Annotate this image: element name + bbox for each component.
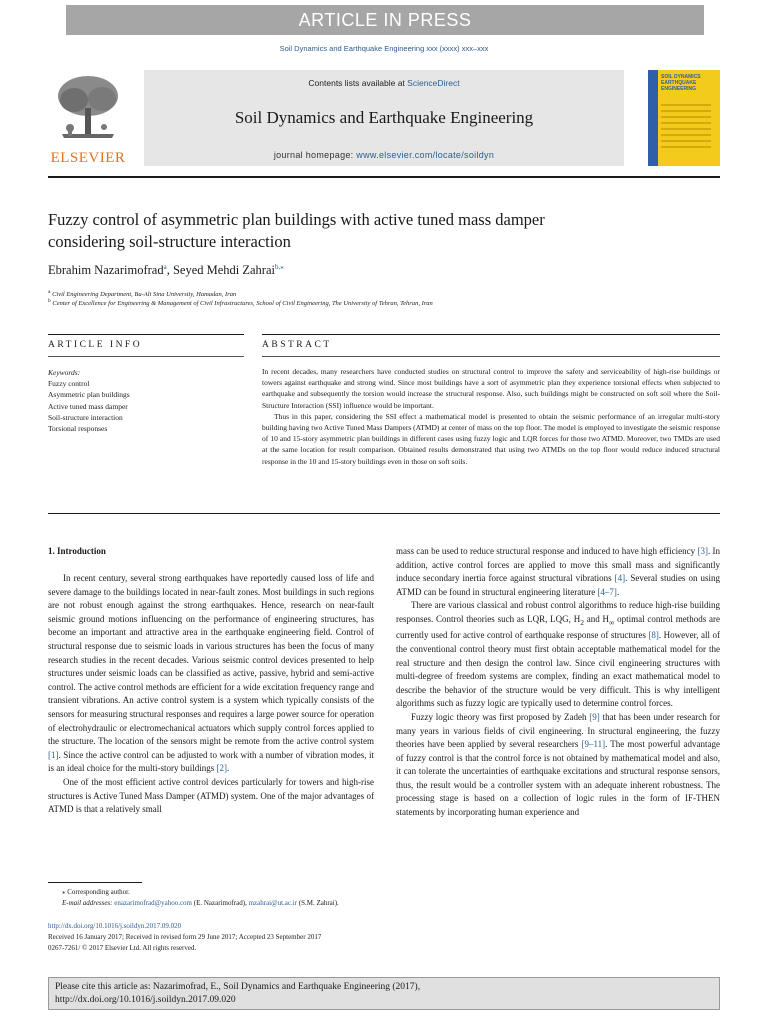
- para-text: Fuzzy logic theory was first proposed by Zadeh: [411, 711, 587, 722]
- para-text: and H: [583, 613, 610, 624]
- abstract-rule: [262, 334, 720, 335]
- email-1-owner: (E. Nazarimofrad),: [192, 899, 249, 907]
- abstract-paragraph-1: In recent decades, many researchers have conducted studies on structural control to improve the safety and serviceability of high-rise buildings or towers against earthquake and strong wind. Since most buildings have a sort of asymmetric plan they experience torsional effects when subjected to earthquake and subsequently the torsion would increase the structural response. Also, such buildings might be constructed on soft soil where the Soil-Structure Interaction (SSI) influence would be important.: [262, 367, 720, 410]
- citation-link[interactable]: [4]: [614, 573, 626, 584]
- doi-link[interactable]: [48, 922, 181, 930]
- email-label: E-mail addresses:: [62, 899, 113, 907]
- author-list: [48, 263, 284, 278]
- homepage-link[interactable]: www.elsevier.com/locate/soildyn: [356, 150, 495, 160]
- affil-b-text: Center of Excellence for Engineering & Management of Civil Infrastructures, School of Civil Engineering, The University of Tehran, Tehran, Iran: [52, 300, 433, 308]
- author-1-affil-mark[interactable]: a: [163, 263, 167, 271]
- keyword: Soil-structure interaction: [48, 412, 123, 422]
- citation-link[interactable]: [9–11]: [581, 739, 606, 750]
- article-in-press-banner: ARTICLE IN PRESS: [66, 5, 704, 35]
- corresponding-author-note: ⁎ Corresponding author.: [62, 888, 130, 896]
- email-link-1[interactable]: enazarimofrad@yahoo.com: [114, 899, 193, 907]
- author-separator: ,: [166, 263, 173, 278]
- article-info-rule: [48, 334, 244, 335]
- cover-title: SOIL DYNAMICS EARTHQUAKE ENGINEERING: [661, 74, 701, 92]
- cover-graphic: [661, 104, 711, 152]
- article-info-subrule: [48, 356, 244, 357]
- journal-reference[interactable]: Soil Dynamics and Earthquake Engineering xxx (xxxx) xxx–xxx: [279, 44, 489, 53]
- elsevier-logo[interactable]: [48, 70, 128, 166]
- body-column-right: [396, 545, 720, 820]
- masthead-rule: [48, 176, 720, 178]
- body-paragraph: One of the most efficient active control devices particularly for towers and high-rise structures is Active Tuned Mass Damper (ATMD) system. One of the major advantages of ATMD is that a relatively small: [48, 776, 374, 815]
- cover-stripe: [648, 70, 658, 166]
- body-column-left: [48, 572, 374, 817]
- homepage-line: [144, 150, 624, 160]
- journal-cover-thumbnail[interactable]: [648, 70, 720, 166]
- citation-link[interactable]: [1]: [48, 749, 59, 760]
- homepage-prefix: journal homepage:: [273, 150, 357, 160]
- section-heading-introduction: 1. Introduction: [48, 546, 106, 556]
- para-text: . Since the active control can be adjusted to work with a number of vibration modes, it is an ideal choice for the multi-story buildings: [48, 749, 374, 774]
- author-2[interactable]: Seyed Mehdi Zahrai: [172, 263, 275, 278]
- masthead: [48, 70, 720, 166]
- abstract-subrule: [262, 356, 720, 357]
- article-info-heading: ARTICLE INFO: [48, 340, 143, 350]
- front-matter-rule: [48, 513, 720, 514]
- sciencedirect-link[interactable]: ScienceDirect: [407, 78, 460, 88]
- affiliation-b: [48, 298, 433, 307]
- citation-link[interactable]: [4–7]: [597, 586, 617, 597]
- para-text: mass can be used to reduce structural response and induced to have high efficiency: [396, 546, 696, 556]
- copyright-notice: 0267-7261/ © 2017 Elsevier Ltd. All rights reserved.: [48, 944, 197, 952]
- subscript: ∞: [609, 617, 615, 627]
- citation-box: [48, 977, 720, 1010]
- affiliation-a: [48, 289, 236, 298]
- keyword: Torsional responses: [48, 424, 108, 434]
- body-paragraph: [48, 572, 374, 776]
- elsevier-wordmark: ELSEVIER: [50, 150, 126, 166]
- body-paragraph: [396, 545, 720, 599]
- email-2-owner: (S.M. Zahrai).: [297, 899, 339, 907]
- paper-title: [48, 209, 688, 253]
- keywords-list: [48, 378, 130, 434]
- journal-title: Soil Dynamics and Earthquake Engineering: [234, 108, 534, 127]
- citation-link[interactable]: [8]: [648, 630, 659, 641]
- citation-line-1: Please cite this article as: Nazarimofrad, E., Soil Dynamics and Earthquake Engineering (2017),: [55, 982, 421, 992]
- para-text: . In addition, active control forces are applied to move this small mass and significantly induce secondary inertia force against structural vibrations: [396, 546, 721, 584]
- para-text: . The most powerful advantage of fuzzy control is that the control force is not obtained by mathematical model and also, it can tolerate the uncertainties of earthquake excitations and structural response sensors, thus, the result would be a controller system with an adequate inherent robustness. The processing stage is based on a collection of logic rules in the form of IF-THEN statements by incorporating human experience and: [396, 739, 720, 818]
- abstract-paragraph-2: Thus in this paper, considering the SSI effect a mathematical model is presented to obtain the seismic performance of an irregular multi-story building having two Active Tuned Mass Dampers (ATMD) at center of mass on the top floor. The model is employed to investigate the seismic response of 10 and 15-story asymmetric plan buildings in different cases using fuzzy logic and LQR forces for those two ATMD. Moreover, two TMDs are used at the same location for result comparison. Obtained results demonstrated that using two ATMDs on the top floor would reduce induced structural response in the 10 and 15-story buildings even in those on soft soils.: [262, 411, 720, 466]
- para-text: In recent century, several strong earthquakes have reportedly caused loss of life and severe damage to the buildings located in near-fault zones. Most buildings in such regions are not robust enough against the strong earthquakes. Hence, research on near-fault seismic ground motions influencing on the performance of engineering structures, has become an important and attractive area in the earthquake engineering field. Control of structural response due to seismic loads in various structures has been the focus of many research studies in the recent decades. Various seismic control devices presented to help structures under seismic loads can be classified as active, passive, hybrid and semi-active control. The active control methods are efficient for a wide excitation frequency range and transient vibrations. An active control system is a system which typically consists of the sensors for measuring structural responses and requires a large power source for operation of electrohydraulic or electromechanical actuators which supply control forces applied to the structure. The location of the sensors might be remote from the active control system: [48, 573, 374, 747]
- body-paragraph: [396, 711, 720, 820]
- abstract-heading: ABSTRACT: [262, 340, 332, 350]
- email-addresses: [62, 899, 339, 907]
- title-line-1: Fuzzy control of asymmetric plan buildings with active tuned mass damper: [48, 210, 545, 229]
- contents-prefix: Contents lists available at: [308, 78, 408, 88]
- elsevier-tree-icon: [54, 72, 122, 142]
- para-text: . However, all of the conventional control theory must first obtain acceptable mathematical model for the real structure and then design the control law. Since civil engineering structures with multi-degree of freedom systems are complex, finding an exact mathematical model to describe the behavior of the structure would be very difficult. This is why intelligent algorithms such as fuzzy logic are typically used to determine control forces.: [396, 630, 721, 709]
- citation-link[interactable]: [9]: [589, 711, 600, 722]
- para-text: optimal control methods are currently used for active control of earthquake response of structures: [396, 613, 720, 641]
- received-dates: Received 16 January 2017; Received in revised form 29 June 2017; Accepted 23 September 2017: [48, 933, 322, 941]
- author-1[interactable]: Ebrahim Nazarimofrad: [48, 263, 164, 278]
- citation-line-2[interactable]: http://dx.doi.org/10.1016/j.soildyn.2017.09.020: [55, 995, 236, 1005]
- citation-link[interactable]: [2]: [216, 763, 227, 774]
- keywords-label: Keywords:: [48, 368, 81, 377]
- keyword: Asymmetric plan buildings: [48, 390, 130, 400]
- email-link-2[interactable]: mzahrai@ut.ac.ir: [248, 899, 298, 907]
- subscript: 2: [580, 617, 584, 627]
- keyword: Fuzzy control: [48, 379, 90, 388]
- title-line-2: considering soil-structure interaction: [48, 232, 291, 251]
- citation-link[interactable]: [3]: [697, 546, 708, 556]
- para-text: There are various classical and robust control algorithms to reduce high-rise building responses. Control theories such as LQR, LQG, H: [396, 600, 720, 624]
- affil-b-mark: b: [48, 298, 51, 304]
- keyword: Active tuned mass damper: [48, 401, 128, 411]
- abstract-body: [262, 366, 720, 467]
- journal-banner: [144, 70, 624, 166]
- para-text: .: [226, 763, 230, 774]
- contents-line: [144, 78, 624, 88]
- para-text: .: [616, 586, 620, 597]
- para-text: . Several studies on using ATMD can be found in structural engineering literature: [396, 573, 721, 597]
- body-paragraph: [396, 599, 720, 711]
- author-2-affil-mark[interactable]: b,⁎: [275, 263, 284, 271]
- doi-url[interactable]: http://dx.doi.org/10.1016/j.soildyn.2017.09.020: [48, 922, 182, 930]
- affil-a-text: Civil Engineering Department, Bu-Ali Sina University, Hamadan, Iran: [52, 291, 237, 299]
- affil-a-mark: a: [48, 289, 51, 295]
- footnote-rule: [48, 882, 142, 883]
- para-text: that has been under research for many years in various fields of civil engineering. In structural engineering, the fuzzy theories have been applied by several researchers: [396, 711, 720, 750]
